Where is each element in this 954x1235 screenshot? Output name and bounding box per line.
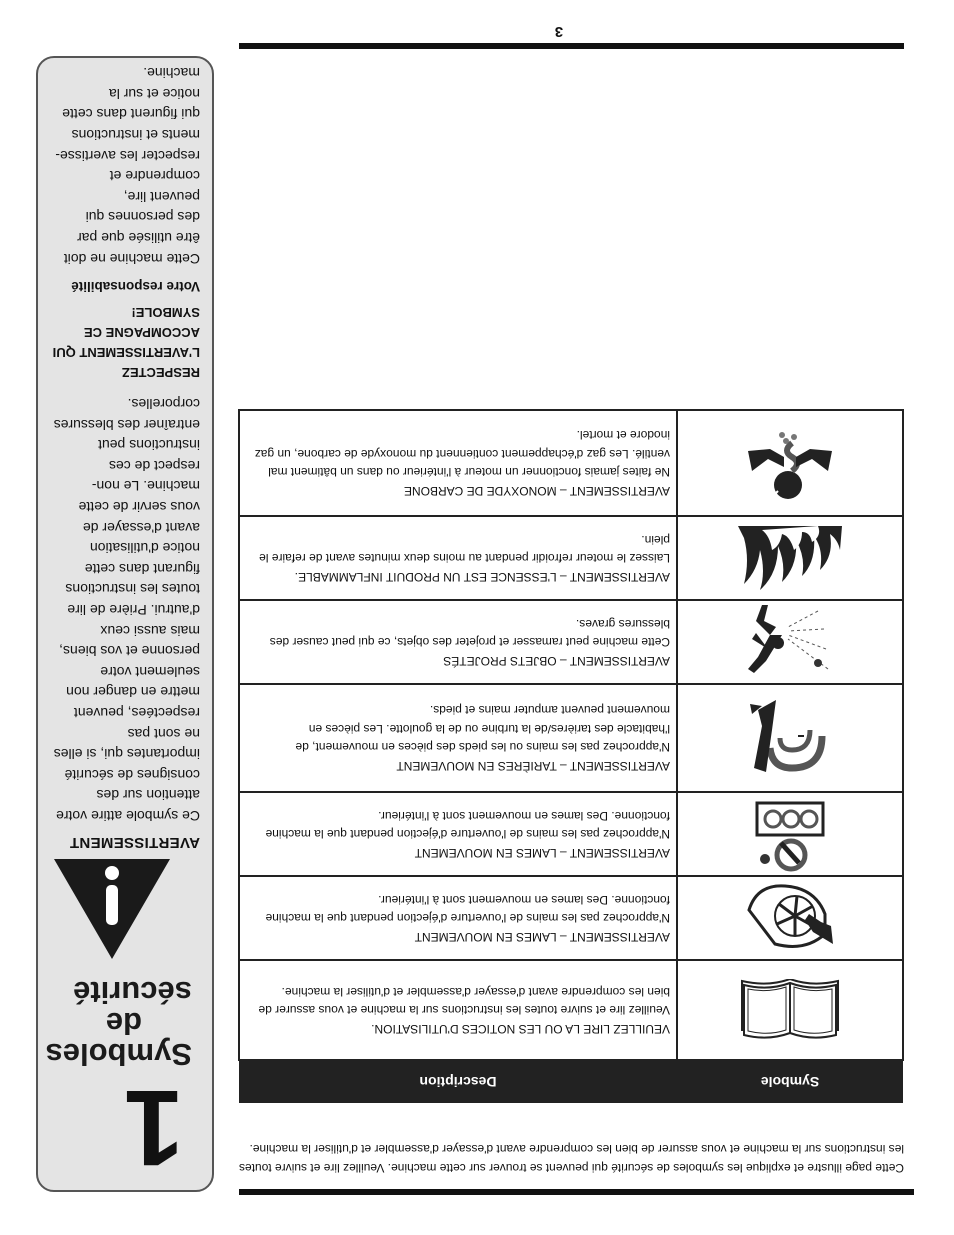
chapter-number: 1 xyxy=(123,1068,184,1189)
page-number: 3 xyxy=(554,23,564,40)
symbol-cell xyxy=(677,410,903,516)
row-title: VEUILLEZ LIRE LA OU LES NOTICES D'UTILISATION. xyxy=(371,1021,670,1036)
chapter-title-line: de xyxy=(105,1006,142,1041)
row-text: Veuillez lire et suivre toutes les instructions sur la machine et vous assurer de bien les comprendre avant d'essayer d'assembler et d'utiliser la machine. xyxy=(258,984,670,1018)
respect-heading: RESPECTEZ L'AVERTISSEMENT QUI ACCOMPAGNE CE SYMBOLE! xyxy=(52,304,200,380)
row-text: Cette machine peut ramasser et projeter des objets, ce qui peut causer des blessures graves. xyxy=(269,616,670,650)
row-title: AVERTISSEMENT – TARIÈRES EN MOUVEMENT xyxy=(396,759,670,773)
warning-text: Ce symbole attire votre attention sur des consignes de sécurité importantes qui, si elles ne sont pas respectées, peuvent mettre en danger non seulement votre personne et vos biens, mais aussi ceux d'autrui. Prière de lire toutes les instructions figurant dans cette notice d'utilisation avant d'essayer de vous servir de cette machine. Le non-respect de ces instructions peut entraîner des blessures corporelles. xyxy=(53,396,200,824)
safety-sidebar xyxy=(36,56,214,1192)
chapter-title-line: Symboles xyxy=(45,1037,192,1072)
safety-symbol-table xyxy=(238,409,904,1103)
row-title: AVERTISSEMENT – L'ESSENCE EST UN PRODUIT INFLAMMABLE. xyxy=(294,569,670,584)
responsibility-text: Cette machine ne doit être utilisée que par des personnes qui peuvent lire, comprendre et respecter les avertisse-ments et instructions qui figurent dans cette notice et sur la machine. xyxy=(55,65,200,267)
table-row xyxy=(239,600,903,684)
thrown-objects-icon xyxy=(748,605,832,679)
table-row xyxy=(239,410,903,516)
chapter-title-line: sécurité xyxy=(73,975,192,1010)
table-row xyxy=(239,876,903,960)
symbol-cell xyxy=(677,876,903,960)
row-text: N'approchez pas les mains de l'ouverture d'éjection pendant que la machine fonctionne. Des lames en mouvement sont à l'intérieur. xyxy=(265,892,670,926)
description-cell xyxy=(239,960,677,1060)
row-title: AVERTISSEMENT – LAMES EN MOUVEMENT xyxy=(414,845,670,860)
intro-paragraph: Cette page illustre et explique les symboles de sécurité qui peuvent se trouver sur cette machine. Veuillez lire et suivre toutes les instructions sur la machine et vous assurer de bien les comprendre avant d'essayer d'assembler et d'utiliser la machine. xyxy=(238,1142,904,1175)
flame-icon xyxy=(738,526,842,590)
description-cell xyxy=(239,600,677,684)
table-row xyxy=(239,960,903,1060)
row-title: AVERTISSEMENT – OBJETS PROJETÉS xyxy=(443,653,670,668)
row-text: N'approchez pas les mains ou les pieds des pièces en mouvement, de l'habitacle des tarières/de la turbine ou de la goulotte. Les pièces en mouvement peuvent amputer mains et pieds. xyxy=(295,703,670,755)
description-cell xyxy=(239,792,677,876)
row-title: AVERTISSEMENT – LAMES EN MOUVEMENT xyxy=(414,929,670,944)
warning-heading: AVERTISSEMENT xyxy=(69,834,200,851)
row-title: AVERTISSEMENT – MONOXYDE DE CARBONE xyxy=(403,484,670,498)
discharge-chute-icon xyxy=(753,795,827,873)
top-rule xyxy=(239,1189,914,1195)
hand-impeller-icon xyxy=(745,882,835,954)
row-text: Laissez le moteur refroidir pendant au moins deux minutes avant de refaire le plein. xyxy=(259,532,670,566)
row-text: N'approchez pas les mains de l'ouverture d'éjection pendant que la machine fonctionne. Des lames en mouvement sont à l'intérieur. xyxy=(265,808,670,842)
table-row xyxy=(239,792,903,876)
description-cell xyxy=(239,876,677,960)
header-symbol: Symbole xyxy=(677,1060,903,1103)
warning-triangle-icon xyxy=(54,859,170,959)
symbol-cell xyxy=(677,600,903,684)
table-row xyxy=(239,684,903,792)
table-header-row xyxy=(239,1060,903,1103)
description-cell xyxy=(239,516,677,600)
header-description: Description xyxy=(239,1060,677,1103)
description-cell xyxy=(239,684,677,792)
symbol-cell xyxy=(677,516,903,600)
symbol-cell xyxy=(677,792,903,876)
chapter-title xyxy=(45,975,192,1072)
manual-book-icon xyxy=(740,979,840,1041)
carbon-monoxide-icon xyxy=(748,425,832,501)
auger-feet-icon xyxy=(748,700,832,776)
row-text: Ne faites jamais fonctionner un moteur à l'intérieur ou dans un bâtiment mal ventilé. Les gaz d'échappement contiennent du monoxyde de carbone, un gaz inodore et mortel. xyxy=(254,428,670,480)
responsibility-heading: Votre responsabilité xyxy=(71,278,200,294)
bottom-rule xyxy=(239,43,904,49)
symbol-cell xyxy=(677,960,903,1060)
table-row xyxy=(239,516,903,600)
description-cell xyxy=(239,410,677,516)
symbol-cell xyxy=(677,684,903,792)
